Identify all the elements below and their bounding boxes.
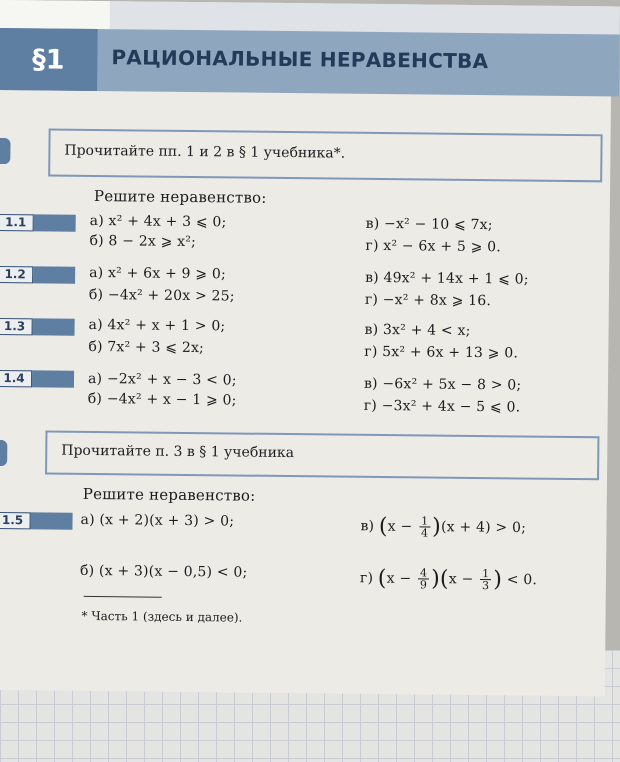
problem-item: б) (x + 3)(x − 0,5) < 0; [79,562,248,581]
denominator: 9 [419,578,428,592]
problem-item-g [360,566,537,593]
problem-item: а) x² + 4x + 3 ⩽ 0; [89,212,227,231]
read-box-tab [0,440,7,466]
footnote-rule [84,596,162,598]
denominator: 3 [481,579,490,593]
problem-number: 1.1 [0,214,34,231]
close-paren: ) [431,566,441,592]
problem-number-box [0,318,75,336]
problem-number-box [0,512,73,530]
expr-part: x − [387,518,413,535]
read-instruction-2: Прочитайте п. 3 в § 1 учебника [61,442,295,462]
item-letter: в) [360,518,375,535]
section-title: РАЦИОНАЛЬНЫЕ НЕРАВЕНСТВА [111,45,489,74]
problem-item: а) −2x² + x − 3 < 0; [87,370,237,389]
denominator: 4 [420,526,429,540]
problem-number-box [0,214,76,232]
problem-item: б) −4x² + 20x > 25; [88,286,235,305]
problem-item: в) −6x² + 5x − 8 > 0; [363,375,522,394]
open-paren: ( [439,566,449,592]
expr-part: x − [448,571,474,588]
problem-item: б) 7x² + 3 ⩽ 2x; [88,338,205,357]
problem-number-box [0,370,74,388]
expr-part: < 0. [506,571,538,589]
open-paren: ( [378,513,388,540]
footnote: * Часть 1 (здесь и далее). [81,608,243,625]
problem-item: в) −x² − 10 ⩽ 7x; [365,215,493,234]
numerator: 4 [419,566,428,580]
close-paren: ) [432,514,442,540]
open-paren: ( [377,565,387,592]
problem-item: а) x² + 6x + 9 ⩾ 0; [89,264,227,283]
expr-part: x − [386,570,412,587]
solve-heading-1: Решите неравенство: [93,186,267,207]
problem-number: 1.5 [0,512,31,529]
problem-item: г) −3x² + 4x − 5 ⩽ 0. [363,397,521,416]
section-number: §1 [0,28,98,91]
problem-item: а) 4x² + x + 1 > 0; [88,316,226,335]
problem-item: г) −x² + 8x ⩾ 16. [364,291,492,310]
problem-number-box [0,266,75,284]
fraction [418,567,429,590]
item-letter: г) [359,570,374,587]
problem-item: б) 8 − 2x ⩾ x²; [89,232,197,251]
read-instruction-1: Прочитайте пп. 1 и 2 в § 1 учебника*. [64,142,346,162]
problem-item-v [360,514,526,541]
fraction [480,568,491,591]
problem-number: 1.3 [0,318,33,335]
problem-item: в) 49x² + 14x + 1 ⩽ 0; [365,269,529,288]
problem-item: б) −4x² + x − 1 ⩾ 0; [87,390,237,409]
problem-item: г) x² − 6x + 5 ⩾ 0. [365,237,502,256]
problem-item: г) 5x² + 6x + 13 ⩾ 0. [364,343,519,362]
problem-item: а) (x + 2)(x + 3) > 0; [80,511,235,530]
fraction [419,515,430,538]
read-box-tab [0,138,11,164]
problem-number: 1.2 [0,266,33,283]
solve-heading-2: Решите неравенство: [82,484,256,505]
expr-part: (x + 4) > 0; [440,519,527,537]
read-instruction-box-1 [48,129,602,183]
close-paren: ) [493,567,503,593]
problem-number: 1.4 [0,370,32,387]
read-instruction-box-2 [45,431,599,481]
numerator: 1 [421,514,429,528]
problem-item: в) 3x² + 4 < x; [364,321,471,339]
numerator: 1 [482,567,490,581]
